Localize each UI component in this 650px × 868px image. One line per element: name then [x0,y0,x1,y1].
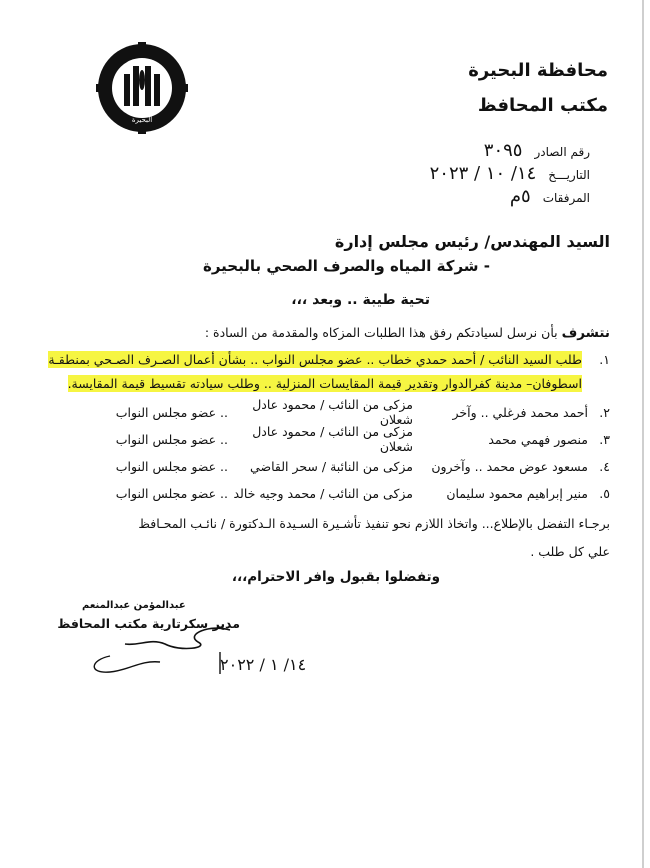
intro-text: بأن نرسل لسيادتكم رفق هذا الطلبات المزكاه والمقدمة من السادة : [204,325,558,340]
addressee: السيد المهندس/ رئيس مجلس إدارة [334,232,610,251]
item-endorsed-by: مزكى من النائب / محمد وجيه خالد [233,485,413,501]
item-name: مسعود عوض محمد .. وآخرون [431,458,588,474]
list-item-highlighted [40,348,610,396]
highlighted-line-1: طلب السيد النائب / أحمد حمدي خطاب .. عضو مجلس النواب .. بشأن أعمال الصـرف الصـحي بمنطقـة [48,352,582,367]
page-edge-line [642,0,644,868]
office-title: مكتب المحافظ [477,95,608,116]
intro-paragraph [205,325,610,341]
sign-off: وتفضلوا بقبول وافر الاحترام،،، [231,569,440,585]
item-mp-title: .. عضو مجلس النواب [115,458,228,474]
item-mp-title: .. عضو مجلس النواب [115,431,228,447]
item-endorsed-by: مزكى من النائبة / سحر القاضي [250,458,413,474]
attachments-label: المرفقات [542,191,590,205]
seal-text: البحيرة [131,116,153,124]
item-name: أحمد محمد فرغلي .. وآخر [452,404,588,420]
closing-line-2: علي كل طلب . [530,544,610,559]
list-item [40,397,610,427]
governorate-title: محافظة البحيرة [468,60,608,81]
intro-lead: نتشرف [561,325,610,341]
date-label: التاريـــخ [548,168,590,182]
item-mp-title: .. عضو مجلس النواب [115,404,228,420]
list-item [40,482,610,504]
item-number: ٢. [599,404,610,420]
ref-number-line [484,140,590,161]
item-number: ٤. [599,458,610,474]
company-name: - شركة المياه والصرف الصحي بالبحيرة [203,257,490,275]
closing-paragraph [40,510,610,566]
item-name: منصور فهمي محمد [488,431,588,447]
item-endorsed-by: مزكى من النائب / محمود عادل شعلان [252,397,413,427]
ref-label: رقم الصادر [534,145,590,159]
item-endorsed-by: مزكى من النائب / محمود عادل شعلان [252,424,413,454]
closing-line-1: برجـاء التفضل بالإطلاع... واتخاذ اللازم نحو تنفيذ تأشـيرة السـيدة الـدكتورة / نائـب المحـافظ [138,516,610,531]
item-mp-title: .. عضو مجلس النواب [115,485,228,501]
handwritten-signature [80,622,307,682]
author-name: عبدالمؤمن عبدالمنعم [82,600,186,611]
list-item [40,424,610,454]
item-number: ١. [599,352,610,367]
list-item [40,455,610,477]
highlighted-line-2: اسطوفان– مدينة كفرالدوار وتقدير قيمة المقايسات المنزلية .. وطلب سيادته تقسيط قيمة المقايسة. [67,376,582,391]
item-number: ٣. [599,431,610,447]
ref-value: ٣٠٩٥ [483,140,523,161]
attachments-value: ٥م [509,186,531,207]
date-line [430,163,590,184]
item-name: منير إبراهيم محمود سليمان [446,485,588,501]
greeting: تحية طيبة .. وبعد ،،، [291,292,430,308]
signature-date: ١٤/ ١ / ٢٠٢٢ [220,655,307,674]
attachments-line [510,186,590,207]
item-number: ٥. [599,485,610,501]
secretary-title: مدير سكرتارية مكتب المحافظ [57,616,240,631]
date-value: ١٤/ ١٠ / ٢٠٢٣ [429,163,537,184]
governorate-seal-icon [94,40,190,136]
